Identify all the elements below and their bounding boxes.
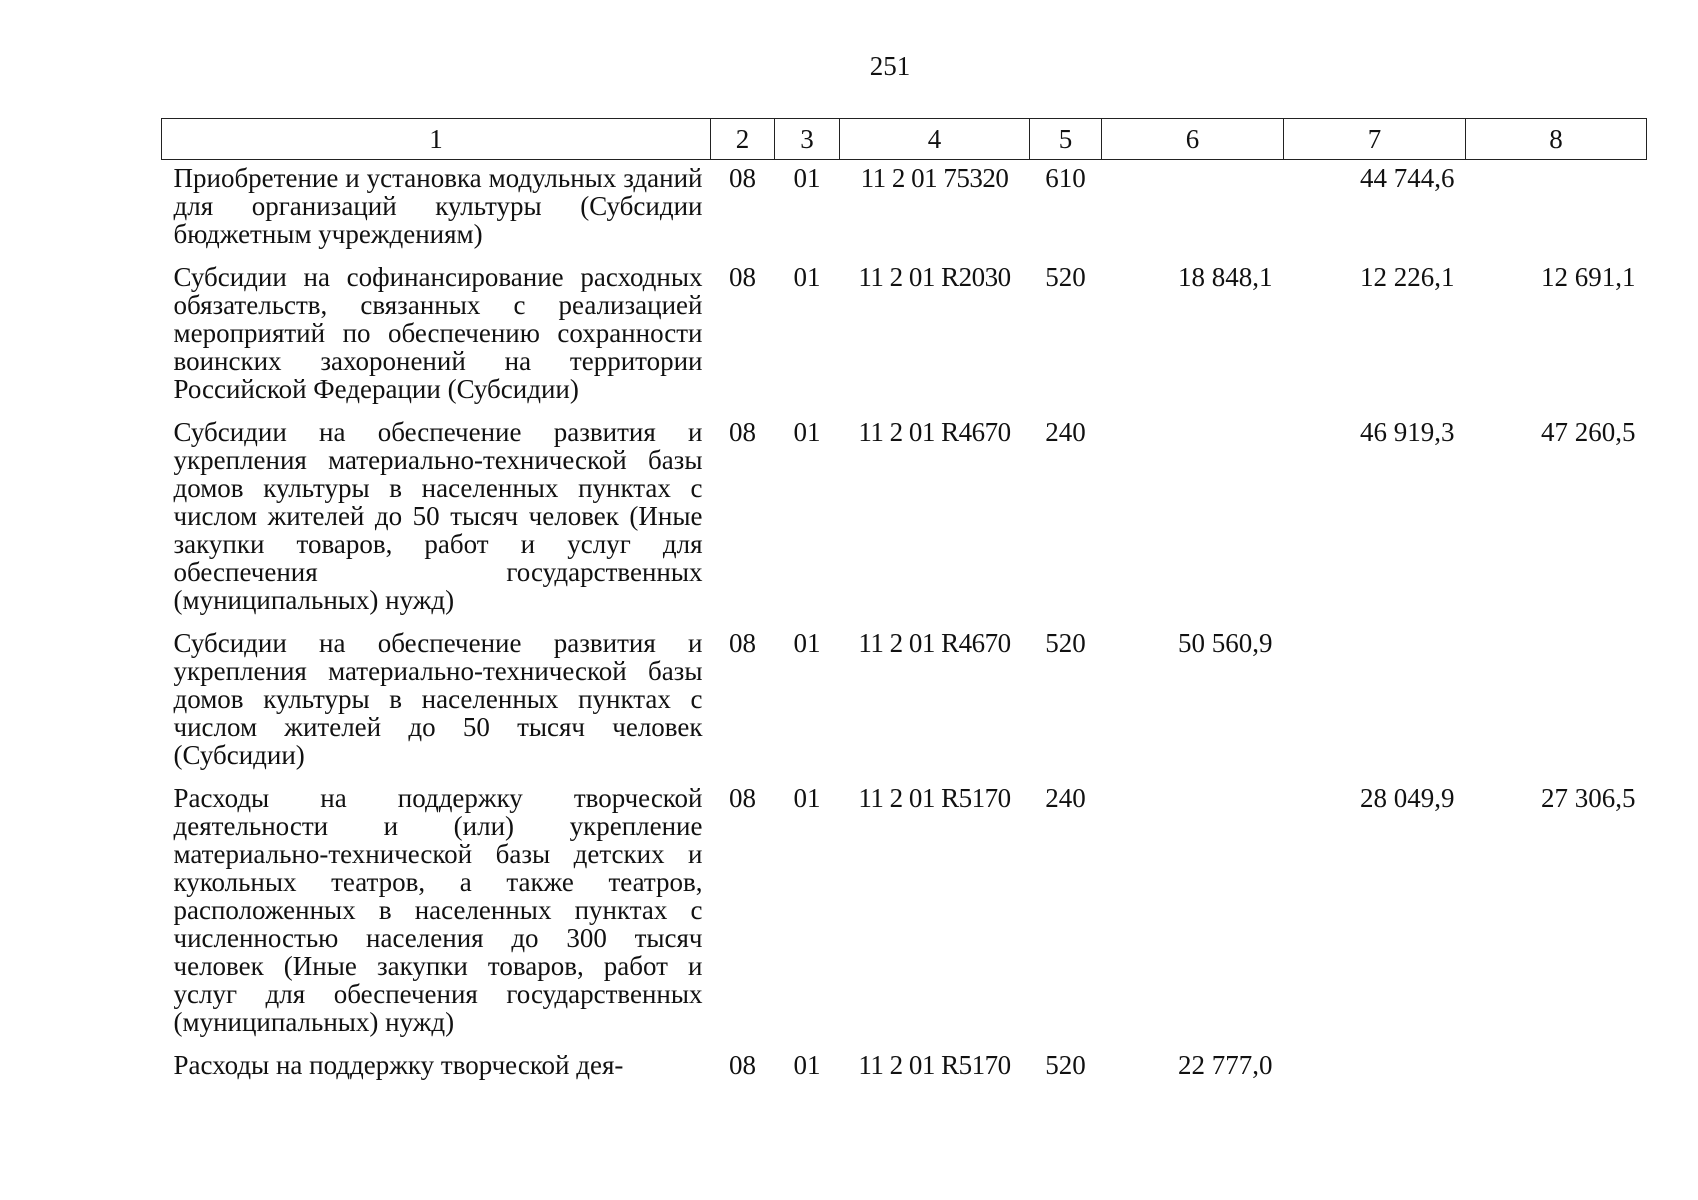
amount-col-7 (1284, 625, 1466, 780)
table-row (162, 780, 1647, 1047)
header-col-2: 2 (711, 119, 775, 160)
amount-col-7: 28 049,9 (1360, 783, 1455, 813)
amount-col-6 (1102, 780, 1284, 1047)
table-body (162, 160, 1647, 1091)
target-article-code: 11 2 01 R4670 (858, 628, 1011, 658)
expense-type-code: 240 (1045, 417, 1086, 447)
table-row (162, 259, 1647, 414)
subsection-code: 01 (793, 417, 821, 447)
section-code: 08 (729, 783, 756, 813)
table-row (162, 625, 1647, 780)
amount-col-8: 47 260,5 (1541, 417, 1636, 447)
page-number: 251 (869, 51, 911, 81)
target-article-code: 11 2 01 R5170 (858, 783, 1011, 813)
row-description: Субсидии на обеспечение развития и укрепления материально-технической базы домов культуры в населенных пунктах с числом жителей до 50 тысяч человек (Иные закупки товаров, работ и услуг для обеспечения государственных (муниципальных) нужд) (173, 417, 703, 615)
amount-col-8 (1466, 1047, 1647, 1090)
target-article-code: 11 2 01 75320 (860, 163, 1009, 193)
header-col-6: 6 (1102, 119, 1284, 160)
row-description: Приобретение и установка модульных зданий для организаций культуры (Субсидии бюджетным учреждениям) (173, 163, 703, 249)
row-description: Субсидии на софинансирование расходных обязательств, связанных с реализацией мероприятий по обеспечению сохранности воинских захоронений на территории Российской Федерации (Субсидии) (173, 262, 703, 404)
expense-type-code: 240 (1045, 783, 1086, 813)
target-article-code: 11 2 01 R4670 (858, 417, 1011, 447)
amount-col-7: 44 744,6 (1360, 163, 1455, 193)
expense-type-code: 520 (1045, 262, 1086, 292)
amount-col-7 (1284, 1047, 1466, 1090)
section-code: 08 (729, 417, 756, 447)
subsection-code: 01 (793, 262, 821, 292)
header-col-8: 8 (1466, 119, 1647, 160)
target-article-code: 11 2 01 R2030 (858, 262, 1011, 292)
expense-type-code: 520 (1045, 628, 1086, 658)
amount-col-6: 50 560,9 (1178, 628, 1273, 658)
subsection-code: 01 (793, 628, 821, 658)
header-col-7: 7 (1284, 119, 1466, 160)
amount-col-6 (1102, 160, 1284, 260)
table-header (162, 119, 1647, 160)
subsection-code: 01 (793, 783, 821, 813)
amount-col-8: 12 691,1 (1541, 262, 1636, 292)
section-code: 08 (729, 1050, 756, 1080)
subsection-code: 01 (793, 163, 821, 193)
amount-col-6 (1102, 414, 1284, 625)
row-description: Расходы на поддержку творческой деятельности и (или) укрепление материально-технической базы детских и кукольных театров, а также театров, расположенных в населенных пунктах с численностью населения до 300 тысяч человек (Иные закупки товаров, работ и услуг для обеспечения государственных (муниципальных) нужд) (173, 783, 703, 1037)
amount-col-7: 12 226,1 (1360, 262, 1455, 292)
target-article-code: 11 2 01 R5170 (858, 1050, 1011, 1080)
amount-col-8 (1466, 160, 1647, 260)
header-col-1: 1 (162, 119, 711, 160)
expense-type-code: 610 (1045, 163, 1086, 193)
header-row (162, 119, 1647, 160)
amount-col-8 (1466, 625, 1647, 780)
header-col-3: 3 (775, 119, 840, 160)
amount-col-8: 27 306,5 (1541, 783, 1636, 813)
table-row (162, 1047, 1647, 1090)
amount-col-6: 18 848,1 (1178, 262, 1273, 292)
budget-table (161, 118, 1647, 1090)
header-col-4: 4 (840, 119, 1030, 160)
header-col-5: 5 (1030, 119, 1102, 160)
section-code: 08 (729, 262, 756, 292)
section-code: 08 (729, 163, 756, 193)
section-code: 08 (729, 628, 756, 658)
table-row (162, 414, 1647, 625)
table-row (162, 160, 1647, 260)
expense-type-code: 520 (1045, 1050, 1086, 1080)
row-description: Расходы на поддержку творческой дея- (173, 1050, 624, 1080)
row-description: Субсидии на обеспечение развития и укрепления материально-технической базы домов культуры в населенных пунктах с числом жителей до 50 тысяч человек (Субсидии) (173, 628, 703, 770)
amount-col-6: 22 777,0 (1178, 1050, 1273, 1080)
subsection-code: 01 (793, 1050, 821, 1080)
amount-col-7: 46 919,3 (1360, 417, 1455, 447)
